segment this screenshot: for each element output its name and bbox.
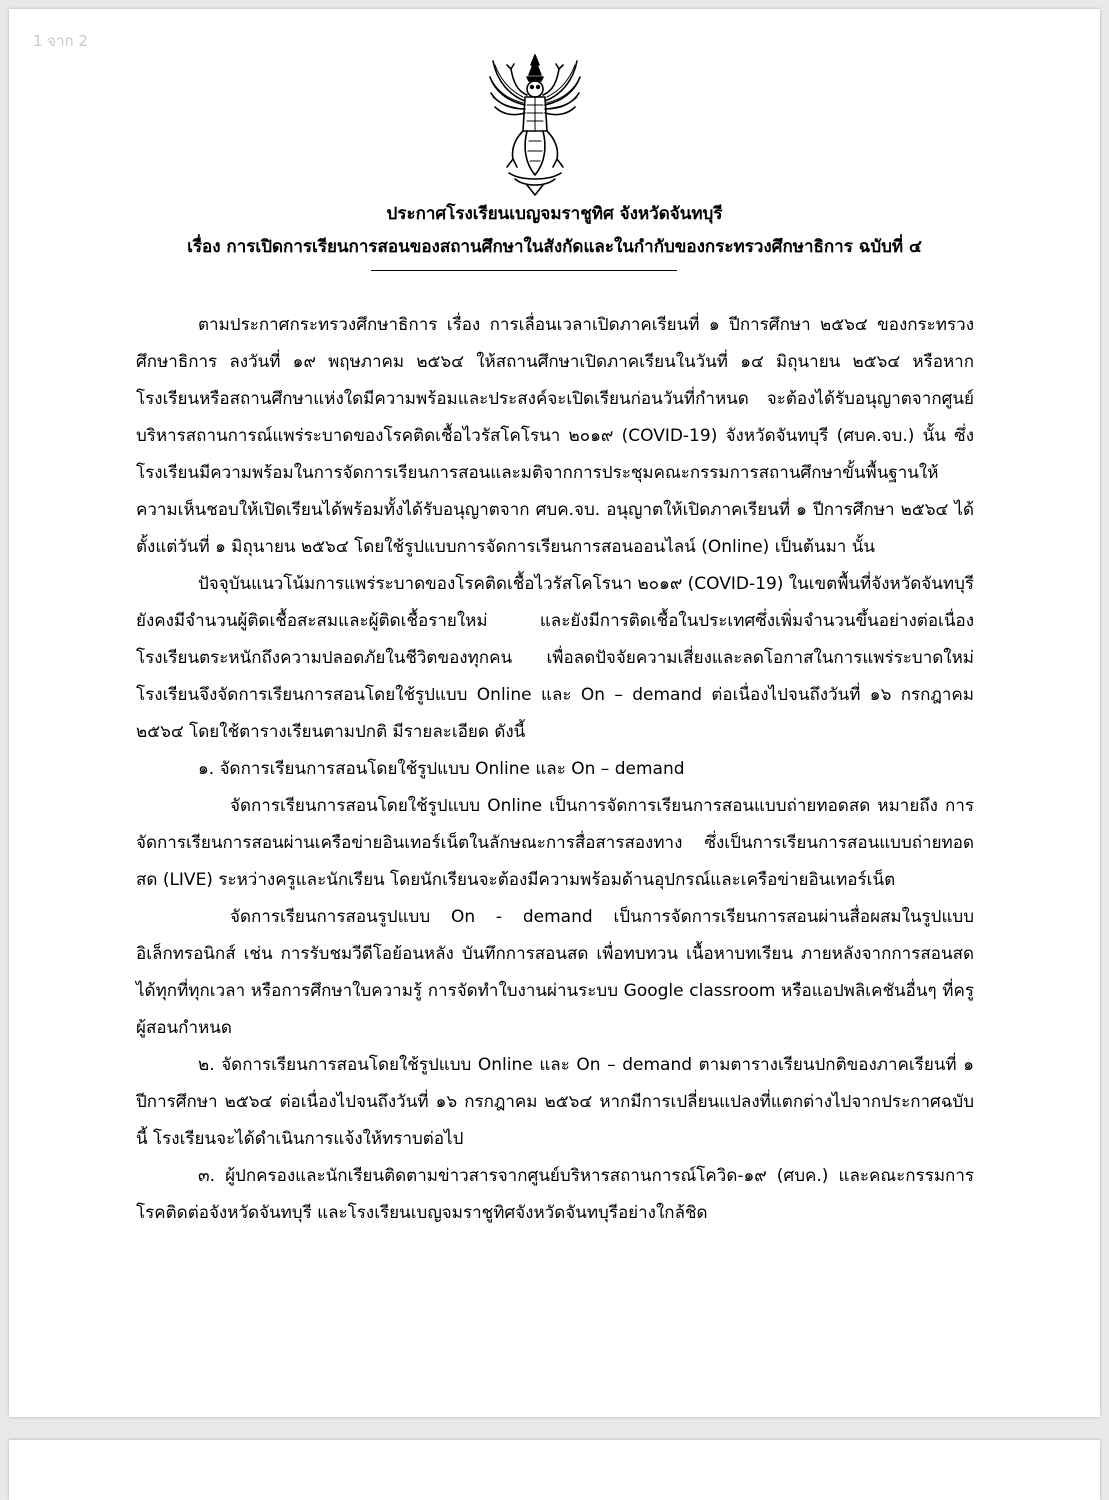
paragraph-online-definition: จัดการเรียนการสอนโดยใช้รูปแบบ Online เป็นการจัดการเรียนการสอนแบบถ่ายทอดสด หมายถึง การจัดการเรียนการสอนผ่านเครือข่ายอินเทอร์เน็ตในลักษณะการสื่อสารสองทาง ซึ่งเป็นการเรียนการสอนแบบถ่ายทอดสด (LIVE) ระหว่างครูและนักเรียน โดยนักเรียนจะต้องมีความพร้อมด้านอุปกรณ์และเครือข่ายอินเทอร์เน็ต <box>136 796 974 890</box>
paragraph-announcement-reference: ตามประกาศกระทรวงศึกษาธิการ เรื่อง การเลื่อนเวลาเปิดภาคเรียนที่ ๑ ปีการศึกษา ๒๕๖๔ ของกระทรวงศึกษาธิการ ลงวันที่ ๑๙ พฤษภาคม ๒๕๖๔ ให้สถานศึกษาเปิดภาคเรียนในวันที่ ๑๔ มิถุนายน ๒๕๖๔ หรือหากโรงเรียนหรือสถานศึกษาแห่งใดมีความพร้อมและประสงค์จะเปิดเรียนก่อนวันที่กำหนด จะต้องได้รับอนุญาตจากศูนย์บริหารสถานการณ์แพร่ระบาดของโรคติดเชื้อไวรัสโคโรนา ๒๐๑๙ (COVID-19) จังหวัดจันทบุรี (ศบค.จบ.) นั้น ซึ่งโรงเรียนมีความพร้อมในการจัดการเรียนการสอนและมติจากการประชุมคณะกรรมการสถานศึกษาขั้นพื้นฐานให้ความเห็นชอบให้เปิดเรียนได้พร้อมทั้งได้รับอนุญาตจาก ศบค.จบ. อนุญาตให้เปิดภาคเรียนที่ ๑ ปีการศึกษา ๒๕๖๔ ได้ตั้งแต่วันที่ ๑ มิถุนายน ๒๕๖๔ โดยใช้รูปแบบการจัดการเรียนการสอนออนไลน์ (Online) เป็นต้นมา นั้น <box>136 315 974 557</box>
page-indicator: 1 จาก 2 <box>33 32 88 50</box>
document-body <box>136 307 974 1232</box>
paragraph-on-demand-definition: จัดการเรียนการสอนรูปแบบ On - demand เป็นการจัดการเรียนการสอนผ่านสื่อผสมในรูปแบบอิเล็กทรอนิกส์ เช่น การรับชมวีดีโอย้อนหลัง บันทึกการสอนสด เพื่อทบทวน เนื้อหาบทเรียน ภายหลังจากการสอนสด ได้ทุกที่ทุกเวลา หรือการศึกษาใบความรู้ การจัดทำใบงานผ่านระบบ Google classroom หรือแอปพลิเคชันอื่นๆ ที่ครูผู้สอนกำหนด <box>136 907 974 1038</box>
list-item-1: ๑. จัดการเรียนการสอนโดยใช้รูปแบบ Online และ On – demand <box>198 759 685 779</box>
document-page-2 <box>9 1440 1100 1500</box>
document-title: ประกาศโรงเรียนเบญจมราชูทิศ จังหวัดจันทบุรี <box>386 204 723 224</box>
document-subject: เรื่อง การเปิดการเรียนการสอนของสถานศึกษาในสังกัดและในกำกับของกระทรวงศึกษาธิการ ฉบับที่ ๔ <box>187 237 922 257</box>
garuda-emblem-icon <box>487 51 583 197</box>
title-underline <box>371 270 677 271</box>
paragraph-current-situation: ปัจจุบันแนวโน้มการแพร่ระบาดของโรคติดเชื้อไวรัสโคโรนา ๒๐๑๙ (COVID-19) ในเขตพื้นที่จังหวัดจันทบุรียังคงมีจำนวนผู้ติดเชื้อสะสมและผู้ติดเชื้อรายใหม่ และยังมีการติดเชื้อในประเทศซึ่งเพิ่มจำนวนขึ้นอย่างต่อเนื่อง โรงเรียนตระหนักถึงความปลอดภัยในชีวิตของทุกคน เพื่อลดปัจจัยความเสี่ยงและลดโอกาสในการแพร่ระบาดใหม่ โรงเรียนจึงจัดการเรียนการสอนโดยใช้รูปแบบ Online และ On – demand ต่อเนื่องไปจนถึงวันที่ ๑๖ กรกฎาคม ๒๕๖๔ โดยใช้ตารางเรียนตามปกติ มีรายละเอียด ดังนี้ <box>136 574 974 742</box>
list-item-3: ๓. ผู้ปกครองและนักเรียนติดตามข่าวสารจากศูนย์บริหารสถานการณ์โควิด-๑๙ (ศบค.) และคณะกรรมการโรคติดต่อจังหวัดจันทบุรี และโรงเรียนเบญจมราชูทิศจังหวัดจันทบุรีอย่างใกล้ชิด <box>136 1166 974 1223</box>
document-page-1 <box>9 9 1100 1417</box>
list-item-2: ๒. จัดการเรียนการสอนโดยใช้รูปแบบ Online และ On – demand ตามตารางเรียนปกติของภาคเรียนที่ ๑ ปีการศึกษา ๒๕๖๔ ต่อเนื่องไปจนถึงวันที่ ๑๖ กรกฎาคม ๒๕๖๔ หากมีการเปลี่ยนแปลงที่แตกต่างไปจากประกาศฉบับนี้ โรงเรียนจะได้ดำเนินการแจ้งให้ทราบต่อไป <box>136 1055 974 1149</box>
